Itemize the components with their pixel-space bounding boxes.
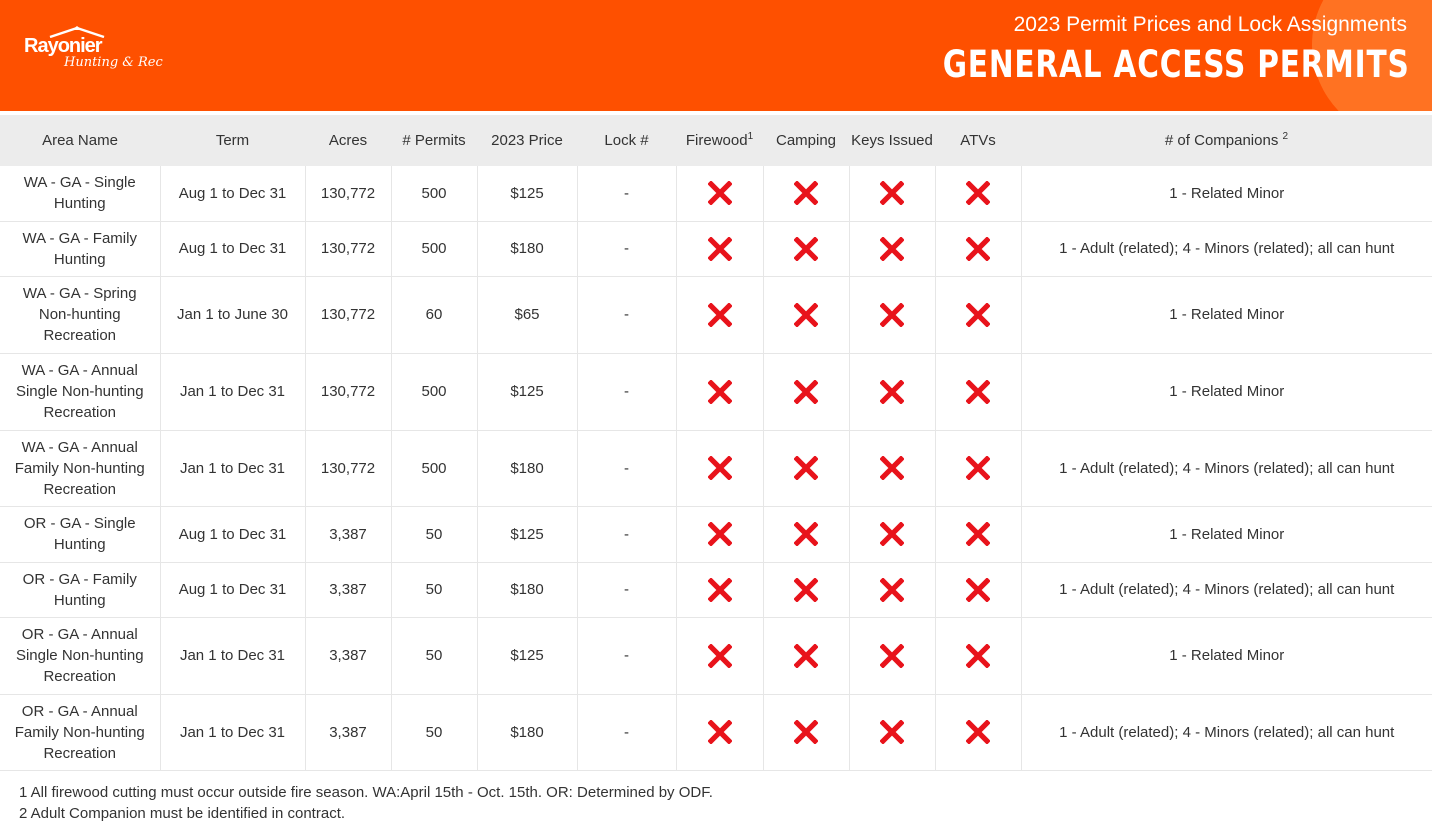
cell-camping (763, 166, 849, 221)
cell-camping (763, 506, 849, 562)
footnotes (19, 782, 713, 824)
cell-camping (763, 562, 849, 617)
red-x-icon (708, 578, 732, 602)
red-x-icon (794, 456, 818, 480)
cell-acres: 130,772 (305, 276, 391, 353)
cell-lock: - (577, 430, 676, 506)
cell-lock: - (577, 276, 676, 353)
area-name-line: Recreation (43, 480, 117, 498)
red-x-icon (794, 181, 818, 205)
col-atvs: ATVs (935, 115, 1021, 166)
cell-acres: 130,772 (305, 430, 391, 506)
cell-area-name (0, 506, 160, 562)
cell-firewood (676, 562, 763, 617)
red-x-icon (880, 237, 904, 261)
logo-tagline: Hunting & Rec (64, 55, 163, 70)
table-row (0, 276, 1432, 353)
cell-permits: 50 (391, 562, 477, 617)
cell-keys-issued (849, 353, 935, 430)
cell-companions: 1 - Related Minor (1021, 353, 1432, 430)
area-name-line: Hunting (53, 250, 106, 268)
red-x-icon (966, 303, 990, 327)
cell-firewood (676, 166, 763, 221)
permits-table (0, 115, 1432, 771)
col-companions-label: # of Companions (1164, 132, 1279, 149)
red-x-icon (708, 303, 732, 327)
cell-permits: 60 (391, 276, 477, 353)
footnote-1: 1 All firewood cutting must occur outside fire season. WA:April 15th - Oct. 15th. OR: Determined by ODF. (19, 784, 713, 801)
red-x-icon (708, 522, 732, 546)
logo-name: Rayonier (24, 35, 102, 57)
red-x-icon (966, 181, 990, 205)
footnote-mark-1: 1 (747, 131, 754, 142)
cell-acres: 3,387 (305, 617, 391, 694)
area-name-line: Family Non-hunting (14, 723, 145, 741)
red-x-icon (880, 181, 904, 205)
col-acres: Acres (305, 115, 391, 166)
col-firewood (676, 115, 763, 166)
cell-firewood (676, 353, 763, 430)
col-keys-issued: Keys Issued (849, 115, 935, 166)
col-area-name: Area Name (0, 115, 160, 166)
area-name-line: Single Non-hunting (15, 383, 144, 400)
cell-lock: - (577, 562, 676, 617)
cell-camping (763, 617, 849, 694)
table-row (0, 506, 1432, 562)
area-name-line: Hunting (53, 195, 106, 213)
cell-lock: - (577, 617, 676, 694)
cell-keys-issued (849, 562, 935, 617)
cell-acres: 130,772 (305, 353, 391, 430)
cell-price: $125 (477, 166, 577, 221)
area-name-line: OR - GA - Annual (21, 626, 138, 643)
table-row (0, 562, 1432, 617)
col-camping: Camping (763, 115, 849, 166)
cell-price: $125 (477, 506, 577, 562)
red-x-icon (880, 522, 904, 546)
red-x-icon (966, 578, 990, 602)
table-body (0, 166, 1432, 770)
cell-camping (763, 694, 849, 770)
red-x-icon (966, 380, 990, 404)
area-name-line: Hunting (53, 591, 106, 609)
cell-firewood (676, 430, 763, 506)
cell-firewood (676, 694, 763, 770)
cell-keys-issued (849, 617, 935, 694)
cell-term: Jan 1 to Dec 31 (160, 430, 305, 506)
cell-companions: 1 - Related Minor (1021, 506, 1432, 562)
cell-keys-issued (849, 506, 935, 562)
cell-area-name (0, 562, 160, 617)
red-x-icon (708, 181, 732, 205)
header-banner (0, 0, 1432, 111)
cell-camping (763, 430, 849, 506)
cell-area-name (0, 166, 160, 221)
cell-area-name (0, 276, 160, 353)
cell-acres: 130,772 (305, 166, 391, 221)
area-name-line: Recreation (43, 744, 117, 762)
cell-term: Aug 1 to Dec 31 (160, 166, 305, 221)
red-x-icon (708, 456, 732, 480)
red-x-icon (880, 456, 904, 480)
area-name-line: Recreation (43, 668, 117, 685)
area-name-line: Recreation (43, 404, 117, 421)
page-subtitle: 2023 Permit Prices and Lock Assignments (1013, 13, 1407, 36)
red-x-icon (794, 380, 818, 404)
table-row (0, 694, 1432, 770)
table-row (0, 617, 1432, 694)
rayonier-logo (24, 35, 163, 70)
cell-permits: 500 (391, 221, 477, 276)
col-lock: Lock # (577, 115, 676, 166)
cell-keys-issued (849, 694, 935, 770)
cell-price: $180 (477, 694, 577, 770)
cell-atvs (935, 276, 1021, 353)
cell-term: Aug 1 to Dec 31 (160, 562, 305, 617)
cell-atvs (935, 562, 1021, 617)
cell-lock: - (577, 353, 676, 430)
red-x-icon (708, 380, 732, 404)
cell-acres: 3,387 (305, 694, 391, 770)
table-row (0, 430, 1432, 506)
cell-keys-issued (849, 276, 935, 353)
cell-term: Aug 1 to Dec 31 (160, 506, 305, 562)
red-x-icon (966, 522, 990, 546)
area-name-line: WA - GA - Spring (22, 285, 137, 302)
cell-companions: 1 - Related Minor (1021, 617, 1432, 694)
cell-atvs (935, 430, 1021, 506)
red-x-icon (880, 720, 904, 744)
cell-acres: 3,387 (305, 506, 391, 562)
cell-companions: 1 - Related Minor (1021, 276, 1432, 353)
cell-price: $125 (477, 353, 577, 430)
cell-price: $180 (477, 562, 577, 617)
area-name-line: WA - GA - Single (23, 174, 136, 192)
cell-acres: 130,772 (305, 221, 391, 276)
cell-firewood (676, 221, 763, 276)
red-x-icon (880, 380, 904, 404)
area-name-line: Single Non-hunting (15, 647, 144, 664)
red-x-icon (880, 303, 904, 327)
red-x-icon (966, 644, 990, 668)
cell-term: Jan 1 to Dec 31 (160, 617, 305, 694)
cell-companions: 1 - Adult (related); 4 - Minors (related); all can hunt (1021, 221, 1432, 276)
cell-atvs (935, 166, 1021, 221)
col-term: Term (160, 115, 305, 166)
area-name-line: OR - GA - Annual (21, 702, 138, 720)
area-name-line: WA - GA - Annual (21, 362, 138, 379)
cell-area-name (0, 694, 160, 770)
area-name-line: Non-hunting (38, 306, 121, 323)
cell-companions: 1 - Related Minor (1021, 166, 1432, 221)
area-name-line: Recreation (43, 327, 117, 344)
cell-atvs (935, 617, 1021, 694)
cell-permits: 50 (391, 694, 477, 770)
cell-keys-issued (849, 430, 935, 506)
cell-camping (763, 353, 849, 430)
cell-price: $125 (477, 617, 577, 694)
red-x-icon (794, 720, 818, 744)
red-x-icon (794, 522, 818, 546)
footnote-2: 2 Adult Companion must be identified in contract. (19, 805, 346, 822)
cell-keys-issued (849, 221, 935, 276)
cell-companions: 1 - Adult (related); 4 - Minors (related); all can hunt (1021, 430, 1432, 506)
col-companions (1021, 115, 1432, 166)
red-x-icon (708, 644, 732, 668)
cell-firewood (676, 276, 763, 353)
cell-lock: - (577, 694, 676, 770)
cell-companions: 1 - Adult (related); 4 - Minors (related); all can hunt (1021, 694, 1432, 770)
red-x-icon (794, 237, 818, 261)
red-x-icon (794, 644, 818, 668)
cell-atvs (935, 353, 1021, 430)
cell-atvs (935, 506, 1021, 562)
cell-permits: 50 (391, 506, 477, 562)
table-row (0, 353, 1432, 430)
cell-lock: - (577, 221, 676, 276)
red-x-icon (794, 578, 818, 602)
area-name-line: Family Non-hunting (14, 459, 145, 477)
cell-permits: 500 (391, 353, 477, 430)
cell-price: $65 (477, 276, 577, 353)
cell-atvs (935, 221, 1021, 276)
cell-acres: 3,387 (305, 562, 391, 617)
cell-companions: 1 - Adult (related); 4 - Minors (related); all can hunt (1021, 562, 1432, 617)
table-header-row (0, 115, 1432, 166)
cell-area-name (0, 221, 160, 276)
cell-permits: 500 (391, 166, 477, 221)
red-x-icon (966, 456, 990, 480)
area-name-line: Hunting (53, 536, 106, 553)
table-row (0, 221, 1432, 276)
area-name-line: OR - GA - Family (22, 570, 137, 588)
cell-price: $180 (477, 430, 577, 506)
cell-firewood (676, 506, 763, 562)
cell-term: Aug 1 to Dec 31 (160, 221, 305, 276)
cell-area-name (0, 617, 160, 694)
red-x-icon (708, 237, 732, 261)
cell-permits: 500 (391, 430, 477, 506)
cell-permits: 50 (391, 617, 477, 694)
cell-area-name (0, 353, 160, 430)
col-price: 2023 Price (477, 115, 577, 166)
red-x-icon (794, 303, 818, 327)
cell-camping (763, 276, 849, 353)
cell-term: Jan 1 to Dec 31 (160, 353, 305, 430)
page-title: GENERAL ACCESS PERMITS (943, 43, 1410, 86)
red-x-icon (880, 644, 904, 668)
cell-lock: - (577, 506, 676, 562)
col-permits: # Permits (391, 115, 477, 166)
table-row (0, 166, 1432, 221)
cell-camping (763, 221, 849, 276)
cell-keys-issued (849, 166, 935, 221)
footnote-mark-2: 2 (1282, 131, 1289, 142)
red-x-icon (708, 720, 732, 744)
cell-firewood (676, 617, 763, 694)
cell-price: $180 (477, 221, 577, 276)
area-name-line: WA - GA - Family (22, 229, 137, 247)
red-x-icon (880, 578, 904, 602)
red-x-icon (966, 720, 990, 744)
col-firewood-label: Firewood (685, 132, 748, 149)
area-name-line: OR - GA - Single (23, 515, 136, 532)
area-name-line: WA - GA - Annual (21, 438, 138, 456)
cell-area-name (0, 430, 160, 506)
cell-lock: - (577, 166, 676, 221)
cell-term: Jan 1 to Dec 31 (160, 694, 305, 770)
cell-term: Jan 1 to June 30 (160, 276, 305, 353)
red-x-icon (966, 237, 990, 261)
cell-atvs (935, 694, 1021, 770)
